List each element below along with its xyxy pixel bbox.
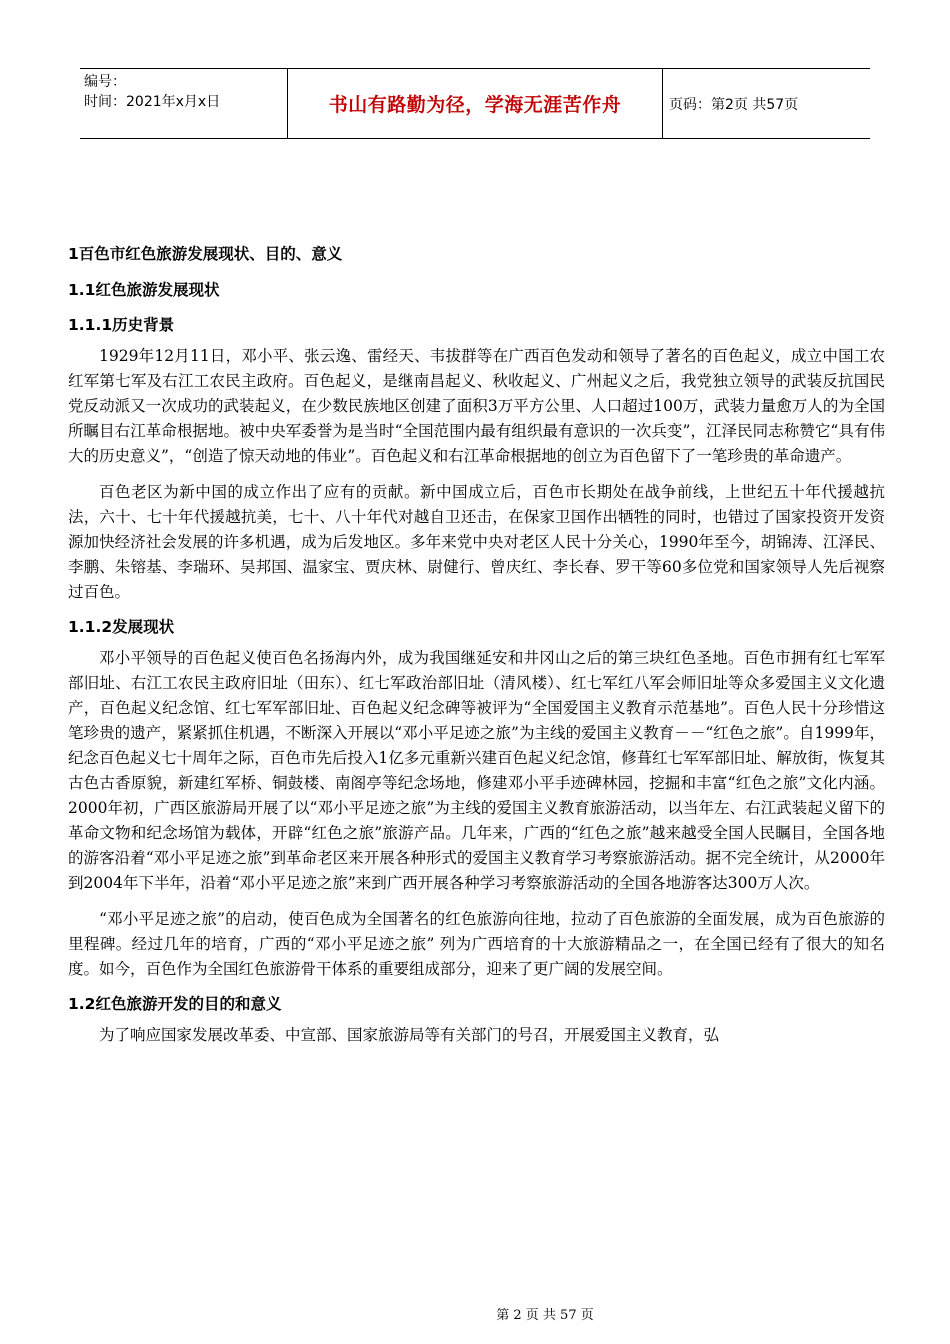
page-footer [0,1304,950,1323]
section-heading-1-1-1: 1.1.1历史背景 [68,316,175,334]
header-left-cell [80,69,288,138]
section-heading-1-1-2: 1.1.2发展现状 [68,618,175,636]
header-page-info: 页码：第2页 共57页 [669,96,799,113]
paragraph-status-2: “邓小平足迹之旅”的启动，使百色成为全国著名的红色旅游向往地，拉动了百色旅游的全面发展，成为百色旅游的里程碑。经过几年的培育，广西的“邓小平足迹之旅” 列为广西培育的十大旅游精品之一，在全国已经有了很大的知名度。如今，百色作为全国红色旅游骨干体系的重要组成部分，迎来了更广阔的发展空间。 [68,910,885,978]
paragraph-status-1: 邓小平领导的百色起义使百色名扬海内外，成为我国继延安和井冈山之后的第三块红色圣地。百色市拥有红七军军部旧址、右江工农民主政府旧址（田东）、红七军政治部旧址（清风楼）、红七军红八军会师旧址等众多爱国主义文化遗产，百色起义纪念馆、红七军军部旧址、百色起义纪念碑等被评为“全国爱国主义教育示范基地”。百色人民十分珍惜这笔珍贵的遗产，紧紧抓住机遇，不断深入开展以“邓小平足迹之旅”为主线的爱国主义教育－－“红色之旅”。自1999年，纪念百色起义七十周年之际，百色市先后投入1亿多元重新兴建百色起义纪念馆，修葺红七军军部旧址、解放街，恢复其古色古香原貌，新建红军桥、铜鼓楼、南阁亭等纪念场地，修建邓小平手迹碑林园，挖掘和丰富“红色之旅”文化内涵。2000年初，广西区旅游局开展了以“邓小平足迹之旅”为主线的爱国主义教育旅游活动，以当年左、右江武装起义留下的革命文物和纪念场馆为载体，开辟“红色之旅”旅游产品。几年来，广西的“红色之旅”越来越受全国人民瞩目，全国各地的游客沿着“邓小平足迹之旅”到革命老区来开展各种形式的爱国主义教育学习考察旅游活动。据不完全统计，从2000年到2004年下半年，沿着“邓小平足迹之旅”来到广西开展各种学习考察旅游活动的全国各地游客达300万人次。 [68,649,885,892]
section-heading-1: 1百色市红色旅游发展现状、目的、意义 [68,245,343,263]
section-heading-1-2: 1.2红色旅游开发的目的和意义 [68,995,282,1013]
footer-page-number: 第 2 页 共 57 页 [496,1308,594,1323]
document-time-label: 时间：2021年x月x日 [84,94,221,110]
paragraph-history-2: 百色老区为新中国的成立作出了应有的贡献。新中国成立后，百色市长期处在战争前线，上世纪五十年代援越抗法，六十、七十年代援越抗美，七十、八十年代对越自卫还击，在保家卫国作出牺牲的同时，也错过了国家投资开发资源加快经济社会发展的许多机遇，成为后发地区。多年来党中央对老区人民十分关心，1990年至今，胡锦涛、江泽民、李鹏、朱镕基、李瑞环、吴邦国、温家宝、贾庆林、尉健行、曾庆红、李长春、罗干等60多位党和国家领导人先后视察过百色。 [68,483,885,601]
document-header [80,68,870,139]
section-heading-1-1: 1.1红色旅游发展现状 [68,281,220,299]
header-motto: 书山有路勤为径，学海无涯苦作舟 [288,69,663,138]
paragraph-purpose-1: 为了响应国家发展改革委、中宣部、国家旅游局等有关部门的号召，开展爱国主义教育，弘 [99,1026,720,1044]
document-body [68,243,885,1059]
paragraph-history-1: 1929年12月11日，邓小平、张云逸、雷经天、韦拔群等在广西百色发动和领导了著名的百色起义，成立中国工农红军第七军及右江工农民主政府。百色起义，是继南昌起义、秋收起义、广州起义之后，我党独立领导的武装反抗国民党反动派又一次成功的武装起义，在少数民族地区创建了面积3万平方公里、人口超过100万，武装力量愈万人的为全国所瞩目右江革命根据地。被中央军委誉为是当时“全国范围内最有组织最有意识的一次兵变”，江泽民同志称赞它“具有伟大的历史意义”，“创造了惊天动地的伟业”。百色起义和右江革命根据地的创立为百色留下了一笔珍贵的革命遗产。 [68,347,885,465]
document-number-label: 编号： [84,74,126,90]
